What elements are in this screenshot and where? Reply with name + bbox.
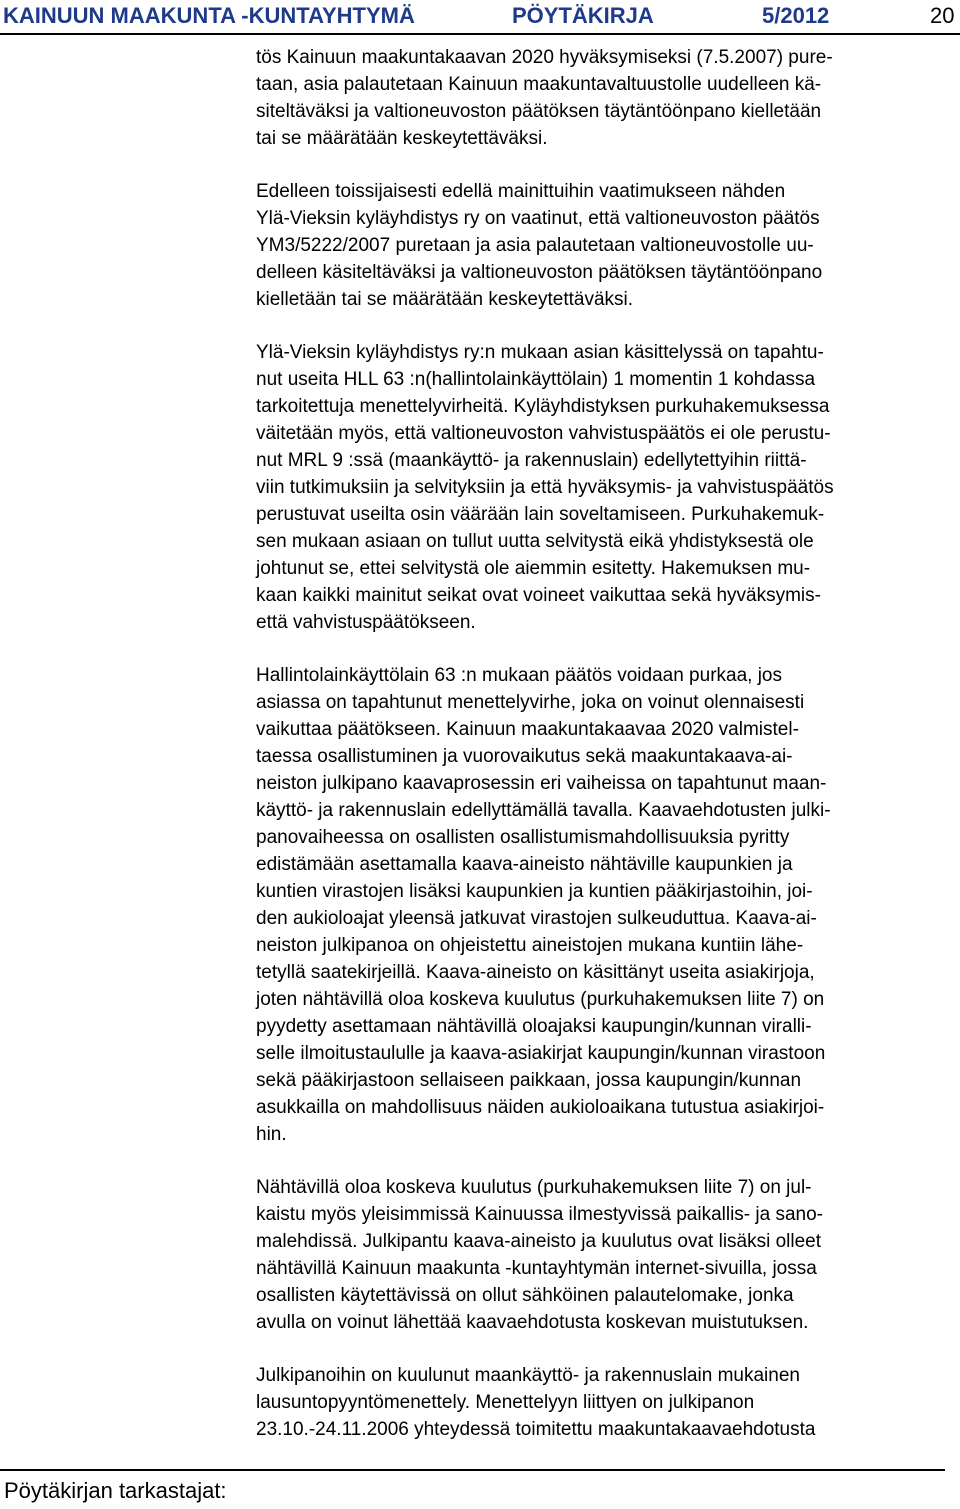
text-line: käyttö- ja rakennuslain edellyttämällä tavalla. Kaavaehdotusten julki-	[256, 800, 831, 821]
text-line: malehdissä. Julkipantu kaava-aineisto ja kuulutus ovat lisäksi olleet	[256, 1231, 822, 1252]
text-line: selle ilmoitustaululle ja kaava-asiakirjat kaupungin/kunnan virastoon	[256, 1043, 826, 1064]
footer-divider	[0, 1469, 945, 1471]
text-line: siteltäväksi ja valtioneuvoston päätöksen täytäntöönpano kielletään	[256, 101, 822, 122]
text-line: joten nähtävillä oloa koskeva kuulutus (purkuhakemuksen liite 7) on	[256, 989, 825, 1010]
text-line: tai se määrätään keskeytettäväksi.	[256, 128, 548, 149]
paragraph	[256, 1174, 956, 1336]
text-line: väitetään myös, että valtioneuvoston vahvistuspäätös ei ole perustu-	[256, 423, 831, 444]
text-line: taan, asia palautetaan Kainuun maakuntavaltuustolle uudelleen kä-	[256, 74, 822, 95]
text-line: lausuntopyyntömenettely. Menettelyyn liittyen on julkipanon	[256, 1392, 755, 1413]
text-line: asiassa on tapahtunut menettelyvirhe, joka on voinut olennaisesti	[256, 692, 805, 713]
paragraph	[256, 1362, 956, 1443]
reviewers-label: Pöytäkirjan tarkastajat:	[4, 1478, 227, 1503]
text-line: että vahvistuspäätökseen.	[256, 612, 476, 633]
paragraph	[256, 178, 956, 313]
header-divider	[0, 33, 960, 35]
text-line: panovaiheessa on osallisten osallistumismahdollisuuksia pyritty	[256, 827, 790, 848]
paragraph	[256, 662, 956, 1148]
text-line: neiston julkipanoa on ohjeistettu aineistojen mukana kuntiin lähe-	[256, 935, 804, 956]
text-line: tös Kainuun maakuntakaavan 2020 hyväksymiseksi (7.5.2007) pure-	[256, 47, 833, 68]
text-line: 23.10.-24.11.2006 yhteydessä toimitettu maakuntakaavaehdotusta	[256, 1419, 816, 1440]
text-line: Ylä-Vieksin kyläyhdistys ry:n mukaan asian käsittelyssä on tapahtu-	[256, 342, 824, 363]
paragraph	[256, 44, 956, 152]
paragraph-gap	[256, 1336, 956, 1362]
text-line: johtunut se, ettei selvitystä ole aiemmin esitetty. Hakemuksen mu-	[256, 558, 811, 579]
text-line: Hallintolainkäyttölain 63 :n mukaan päätös voidaan purkaa, jos	[256, 665, 782, 686]
text-line: tarkoitettuja menettelyvirheitä. Kyläyhdistyksen purkuhakemuksessa	[256, 396, 830, 417]
page-header	[0, 0, 960, 34]
text-line: tetyllä saatekirjeillä. Kaava-aineisto on käsittänyt useita asiakirjoja,	[256, 962, 815, 983]
text-line: perustuvat useilta osin väärään lain soveltamiseen. Purkuhakemuk-	[256, 504, 825, 525]
document-body	[256, 44, 956, 1443]
text-line: kielletään tai se määrätään keskeytettäväksi.	[256, 289, 634, 310]
text-line: edistämään asettamalla kaava-aineisto nähtäville kaupunkien ja	[256, 854, 793, 875]
text-line: neiston julkipano kaavaprosessin eri vaiheissa on tapahtunut maan-	[256, 773, 827, 794]
text-line: nut useita HLL 63 :n(hallintolainkäyttölain) 1 momentin 1 kohdassa	[256, 369, 816, 390]
text-line: kuntien virastojen lisäksi kaupunkien ja kuntien pääkirjastoihin, joi-	[256, 881, 813, 902]
text-line: nut MRL 9 :ssä (maankäyttö- ja rakennuslain) edellytettyihin riittä-	[256, 450, 807, 471]
paragraph-gap	[256, 152, 956, 178]
text-line: pyydetty asettamaan nähtävillä oloajaksi kaupungin/kunnan viralli-	[256, 1016, 812, 1037]
document-number: 5/2012	[762, 3, 830, 28]
text-line: delleen käsiteltäväksi ja valtioneuvoston päätöksen täytäntöönpano	[256, 262, 823, 283]
paragraph-gap	[256, 1148, 956, 1174]
text-line: sekä pääkirjastoon sellaiseen paikkaan, jossa kaupungin/kunnan	[256, 1070, 802, 1091]
text-line: asukkailla on mahdollisuus näiden aukioloaikana tutustua asiakirjoi-	[256, 1097, 825, 1118]
text-line: vaikuttaa päätökseen. Kainuun maakuntakaavaa 2020 valmistel-	[256, 719, 799, 740]
text-line: sen mukaan asiaan on tullut uutta selvitystä eikä yhdistyksestä ole	[256, 531, 814, 552]
text-line: kaan kaikki mainitut seikat ovat voineet vaikuttaa sekä hyväksymis-	[256, 585, 821, 606]
paragraph-gap	[256, 636, 956, 662]
text-line: hin.	[256, 1124, 287, 1145]
text-line: den aukioloajat yleensä jatkuvat virastojen sulkeuduttua. Kaava-ai-	[256, 908, 817, 929]
text-line: Ylä-Vieksin kyläyhdistys ry on vaatinut, että valtioneuvoston päätös	[256, 208, 820, 229]
organization-name: KAINUUN MAAKUNTA -KUNTAYHTYMÄ	[3, 3, 415, 28]
text-line: taessa osallistuminen ja vuorovaikutus sekä maakuntakaava-ai-	[256, 746, 793, 767]
text-line: kaistu myös yleisimmissä Kainuussa ilmestyvissä paikallis- ja sano-	[256, 1204, 824, 1225]
paragraph-gap	[256, 313, 956, 339]
page-number: 20	[930, 3, 955, 28]
text-line: viin tutkimuksiin ja selvityksiin ja että hyväksymis- ja vahvistuspäätös	[256, 477, 834, 498]
text-line: avulla on voinut lähettää kaavaehdotusta koskevan muistutuksen.	[256, 1312, 809, 1333]
text-line: Julkipanoihin on kuulunut maankäyttö- ja rakennuslain mukainen	[256, 1365, 800, 1386]
text-line: osallisten käytettävissä on ollut sähköinen palautelomake, jonka	[256, 1285, 794, 1306]
text-line: nähtävillä Kainuun maakunta -kuntayhtymän internet-sivuilla, jossa	[256, 1258, 817, 1279]
document-type: PÖYTÄKIRJA	[512, 3, 654, 28]
text-line: Edelleen toissijaisesti edellä mainittuihin vaatimukseen nähden	[256, 181, 786, 202]
text-line: Nähtävillä oloa koskeva kuulutus (purkuhakemuksen liite 7) on jul-	[256, 1177, 812, 1198]
text-line: YM3/5222/2007 puretaan ja asia palautetaan valtioneuvostolle uu-	[256, 235, 814, 256]
paragraph	[256, 339, 956, 636]
